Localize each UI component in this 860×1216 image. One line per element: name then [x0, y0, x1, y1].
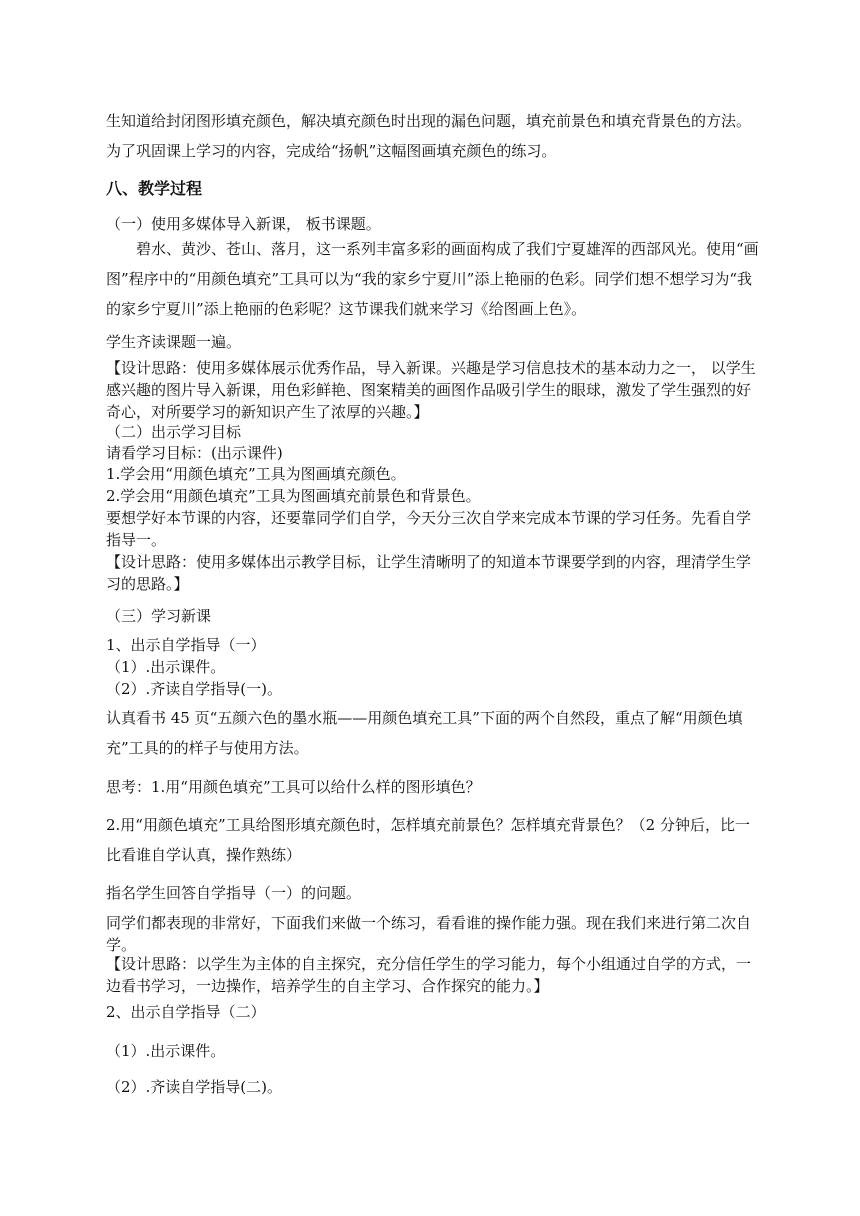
- paragraph-answer: 指名学生回答自学指导（一）的问题。: [106, 884, 362, 902]
- paragraph-think-1: 思考：1.用“用颜色填充”工具可以给什么样的图形填色？: [106, 778, 481, 796]
- paragraph-goals-intro: 请看学习目标：(出示课件): [106, 444, 283, 462]
- goal-item-2: 2.学会用“用颜色填充”工具为图画填充前景色和背景色。: [106, 487, 481, 505]
- paragraph-guide-2-step-2: （2）.齐读自学指导(二)。: [106, 1078, 283, 1096]
- paragraph-read-title: 学生齐读课题一遍。: [106, 333, 242, 351]
- paragraph-guide-2-step-1: （1）.出示课件。: [106, 1042, 226, 1060]
- subsection-heading-2: （二）出示学习目标: [106, 423, 242, 441]
- design-note-2: 【设计思路：使用多媒体出示教学目标，让学生清晰明了的知道本节课要学到的内容，理清学生学习的思路。】: [106, 553, 752, 593]
- paragraph-guide-1-step-2: （2）.齐读自学指导(一)。: [106, 680, 283, 698]
- paragraph-summary: 生知道给封闭图形填充颜色，解决填充颜色时出现的漏色问题，填充前景色和填充背景色的方法。为了巩固课上学习的内容，完成给“扬帆”这幅图画填充颜色的练习。: [106, 112, 752, 160]
- design-note-1: 【设计思路：使用多媒体展示优秀作品，导入新课。兴趣是学习信息技术的基本动力之一， 以学生感兴趣的图片导入新课，用色彩鲜艳、图案精美的画图作品吸引学生的眼球，激发了学生强烈的好奇心，对所要学习的新知识产生了浓厚的兴趣。】: [106, 359, 756, 421]
- section-heading-teaching-process: 八、教学过程: [106, 179, 203, 198]
- paragraph-self-study: 要想学好本节课的内容，还要靠同学们自学，今天分三次自学来完成本节课的学习任务。先看自学指导一。: [106, 509, 752, 549]
- paragraph-guide-1-step-1: （1）.出示课件。: [106, 658, 226, 676]
- subsection-heading-1: （一）使用多媒体导入新课， 板书课题。: [106, 215, 381, 233]
- paragraph-practice: 同学们都表现的非常好，下面我们来做一个练习，看看谁的操作能力强。现在我们来进行第二次自学。: [106, 914, 752, 954]
- goal-item-1: 1.学会用“用颜色填充”工具为图画填充颜色。: [106, 465, 406, 483]
- subsection-heading-3: （三）学习新课: [106, 607, 212, 625]
- paragraph-guide-1: 1、出示自学指导（一）: [106, 636, 266, 654]
- paragraph-guide-2: 2、出示自学指导（二）: [106, 1003, 266, 1021]
- paragraph-read-book: 认真看书 45 页“五颜六色的墨水瓶——用颜色填充工具”下面的两个自然段，重点了解“用颜色填充”工具的的样子与使用方法。: [106, 709, 743, 757]
- design-note-3: 【设计思路：以学生为主体的自主探究，充分信任学生的学习能力，每个小组通过自学的方式，一边看书学习，一边操作，培养学生的自主学习、合作探究的能力。】: [106, 955, 752, 995]
- paragraph-think-2: 2.用“用颜色填充”工具给图形填充颜色时，怎样填充前景色？怎样填充背景色？（2 分钟后，比一比看谁自学认真，操作熟练）: [106, 816, 750, 864]
- paragraph-intro: 碧水、黄沙、苍山、落月，这一系列丰富多彩的画面构成了我们宁夏雄浑的西部风光。使用“画图”程序中的“用颜色填充”工具可以为“我的家乡宁夏川”添上艳丽的色彩。同学们想不想学习为“我的家乡宁夏川”添上艳丽的色彩呢？这节课我们就来学习《给图画上色》。: [106, 240, 759, 318]
